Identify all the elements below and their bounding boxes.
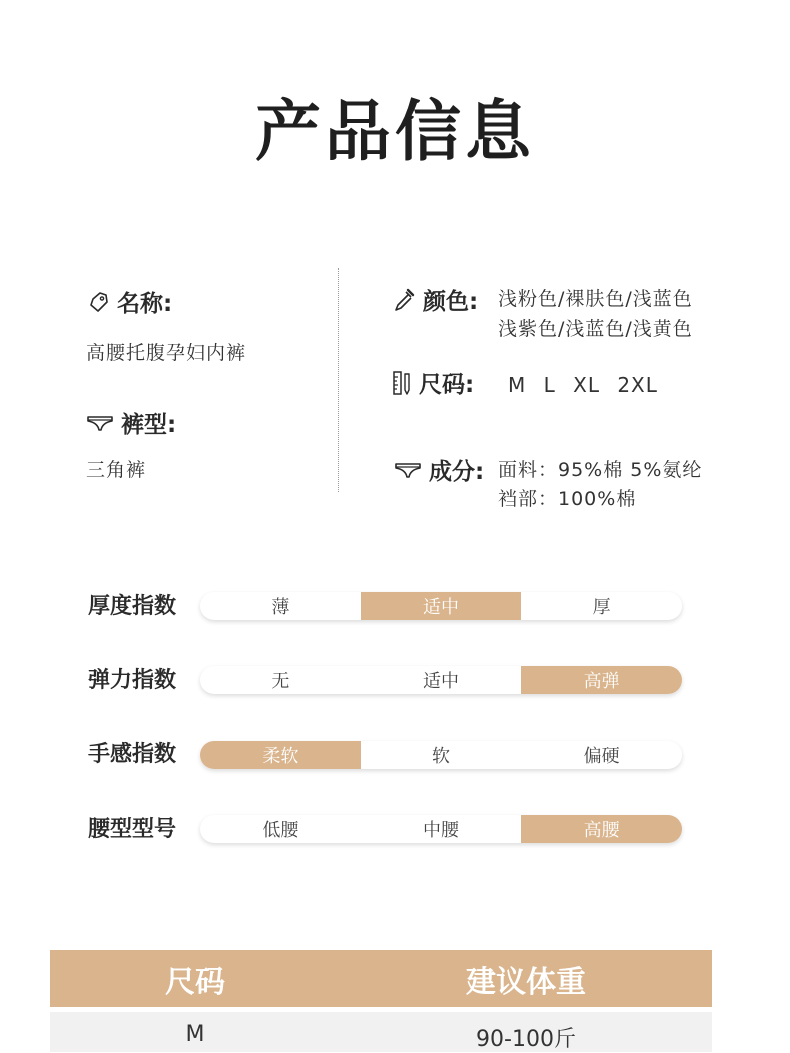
size-table-header [50, 950, 712, 1007]
thickness-option: 适中 [361, 592, 522, 620]
column-divider [338, 268, 339, 492]
size-label-row [392, 366, 474, 399]
elasticity-option: 高弹 [521, 666, 682, 694]
underwear-icon [86, 414, 114, 432]
elasticity-option: 适中 [423, 671, 459, 692]
color-label: 颜色: [423, 289, 479, 315]
underwear-icon [394, 461, 422, 479]
elasticity-label: 弹力指数 [88, 668, 177, 693]
waist-scale [200, 815, 682, 843]
thickness-label: 厚度指数 [88, 594, 177, 619]
elasticity-scale [200, 666, 682, 694]
feel-option: 软 [432, 746, 450, 767]
feel-option: 柔软 [200, 741, 361, 769]
name-label: 名称: [117, 291, 173, 317]
name-value: 高腰托腹孕妇内裤 [86, 342, 247, 364]
composition-label: 成分: [429, 459, 485, 485]
ruler-icon [392, 370, 412, 396]
feel-label: 手感指数 [88, 742, 177, 767]
waist-label: 腰型型号 [88, 817, 177, 842]
composition-crotch: 裆部：100%棉 [498, 488, 637, 510]
name-label-row [88, 285, 172, 318]
type-value: 三角裤 [86, 459, 147, 481]
color-label-row [392, 283, 478, 316]
feel-option: 偏硬 [583, 746, 620, 767]
thickness-option: 厚 [592, 597, 611, 618]
size-values: M L XL 2XL [508, 373, 658, 397]
thickness-option: 薄 [271, 597, 290, 618]
color-values-line1: 浅粉色/裸肤色/浅蓝色 [498, 288, 693, 310]
composition-fabric: 面料：95%棉 5%氨纶 [498, 459, 703, 481]
waist-option: 低腰 [262, 820, 299, 841]
type-label: 裤型: [121, 412, 177, 438]
color-values-line2: 浅紫色/浅蓝色/浅黄色 [498, 318, 693, 340]
tag-icon [88, 290, 110, 314]
elasticity-option: 无 [271, 671, 290, 692]
size-column-header: 尺码 [165, 964, 225, 1000]
table-row [50, 1012, 712, 1052]
page-title: 产品信息 [255, 93, 535, 170]
weight-column-header: 建议体重 [466, 964, 586, 1000]
size-label: 尺码: [419, 372, 475, 398]
table-cell-weight: 90-100斤 [476, 1027, 576, 1052]
table-cell-size: M [185, 1022, 205, 1047]
dropper-icon [392, 287, 416, 313]
waist-option: 高腰 [521, 815, 682, 843]
type-label-row [86, 406, 176, 439]
composition-label-row [394, 453, 484, 486]
thickness-scale [200, 592, 682, 620]
feel-scale [200, 741, 682, 769]
waist-option: 中腰 [423, 820, 459, 841]
